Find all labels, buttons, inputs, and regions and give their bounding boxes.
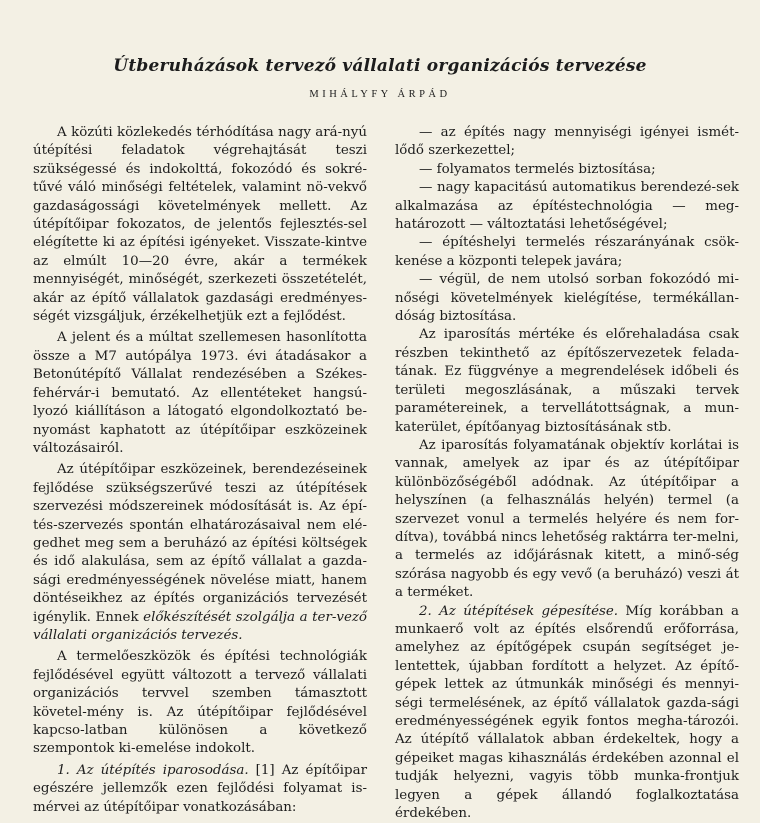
paragraph-8 — [395, 603, 739, 823]
bullet-item: — folyamatos termelés biztosítása; — [419, 161, 656, 177]
paragraph-1: A közúti közlekedés térhódítása nagy ará-nyú útépítési feladatok végrehajtását teszi szükségessé és indokolttá, fokozódó és sokré-tűvé váló minőségi feltételek, valamint nö-vekvő gazdaságossági követelmények mellett. Az útépítőipar fokozatos, de jelentős fejlesztés-sel elégítette ki az építési igényeket. Visszate-kintve az elmúlt 10—20 évre, akár a termékek mennyiségét, minőségét, szerkezeti összetételét, akár az építő vállalatok gazdasági eredményes-ségét vizsgáljuk, érzékelhetjük ezt a fejlődést. — [33, 125, 367, 325]
bullet-item: — az építés nagy mennyiségi igényei ismét-lődő szerkezettel; — [395, 125, 739, 159]
paragraph-4: A termelőeszközök és építési technológiák fejlődésével együtt változott a tervező vállalati organizációs tervvel szemben támasztott követel-mény is. Az útépítőipar fejlődésével kapcso-latban különösen a következő szempontok ki-emelése indokolt. — [33, 649, 367, 757]
article-author: MIHÁLYFY ÁRPÁD — [309, 89, 451, 100]
paragraph-8-text: Míg korábban a munkaerő volt az építés elsőrendű erőforrása, amelyhez az építőgépek csupán segítséget je-lentettek, újabban fordított a helyzet. Az építő-gépek lettek az útmunkák minőségi és mennyi-ségi termelésének, az építő vállalatok gazda-sági eredményességének egyik fontos megha-tározói. Az útépítő vállalatok abban érdekeltek, hogy a gépeiket magas kihasználás érdekében azonnal el tudják helyezni, vagyis több munka-frontjuk legyen a gépek állandó foglalkoztatása érdekében. — [395, 603, 739, 822]
paragraph-5-text: [1] Az építőipar egészére jellemzők ezen fejlődési folyamat is-mérvei az útépítőipar vonatkozásában: — [33, 762, 367, 815]
left-column — [33, 124, 367, 817]
article-title: Útberuházások tervező vállalati organizációs tervezése — [113, 56, 647, 76]
paragraph-7: Az iparosítás folyamatának objektív korlátai is vannak, amelyek az ipar és az útépítőipar különbözőségéből adódnak. Az útépítőipar a helyszínen (a felhasználás helyén) termel (a szervezet vonul a termelés helyére és nem for-dítva), továbbá nincs lehetőség raktárra ter-melni, a termelés az időjárásnak kitett, a minő-ség szórása nagyobb és egy vevő (a beruházó) veszi át a terméket. — [395, 437, 739, 601]
section-heading-2: 2. Az útépítések gépesítése. — [419, 603, 619, 619]
paragraph-3 — [33, 461, 367, 645]
bullet-item: — nagy kapacitású automatikus berendezé-sek alkalmazása az építéstechnológia — meg-határozott — változtatási lehetőségével; — [395, 180, 739, 233]
paragraph-6: Az iparosítás mértéke és előrehaladása csak részben tekinthető az építőszervezetek felada-tának. Ez függvénye a megrendelések időbeli és területi megoszlásának, a műszaki tervek paramétereinek, a tervellátottságnak, a mun-katerület, építőanyag biztosításának stb. — [395, 327, 739, 435]
bullet-item: — építéshelyi termelés részarányának csök-kenése a központi telepek javára; — [395, 235, 739, 269]
paragraph-3-text: Az útépítőipar eszközeinek, berendezéseinek fejlődése szükségszerűvé teszi az útépítések szervezési módszereinek módosítását is. Az épí-tés-szervezés spontán elhatározásaival nem elé-gedhet meg sem a beruházó az építési költségek és idő alakulása, sem az építő vállalat a gazda-sági eredményességének növelése miatt, hanem döntéseikhez az építés organizációs tervezését igénylik. Ennek — [33, 462, 367, 625]
paragraph-2: A jelent és a múltat szellemesen hasonlította össze a M7 autópálya 1973. évi átadásakor a Betonútépítő Vállalat rendezésében a Székes-fehérvár-i bemutató. Az ellentéteket hangsú-lyozó kiállításon a látogató elgondolkoztató be-nyomást kaphatott az útépítőipar eszközeinek változásairól. — [33, 330, 367, 456]
paragraph-3-emphasis: előkészítését szolgálja a ter-vező vállalati organizációs tervezés. — [33, 609, 367, 643]
bullet-item: — végül, de nem utolsó sorban fokozódó mi-nőségi követelmények kielégítése, termékállan-dóság biztosítása. — [395, 272, 739, 325]
paragraph-5 — [33, 762, 367, 817]
section-heading-1: 1. Az útépítés iparosodása. — [57, 762, 249, 778]
right-column — [395, 124, 739, 823]
